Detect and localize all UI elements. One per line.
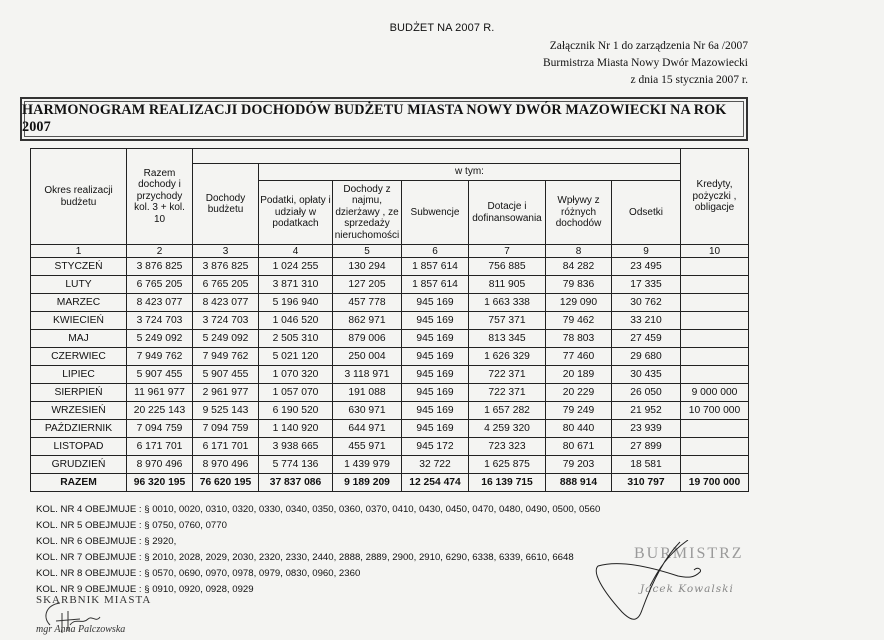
value-cell: 79 249 bbox=[546, 402, 612, 420]
value-cell: 10 700 000 bbox=[681, 402, 749, 420]
value-cell: 3 876 825 bbox=[127, 258, 193, 276]
value-cell: 1 439 979 bbox=[333, 456, 402, 474]
header-other-income: Wpływy z różnych dochodów bbox=[546, 181, 612, 245]
value-cell: 23 495 bbox=[612, 258, 681, 276]
col-number: 3 bbox=[193, 245, 259, 258]
value-cell: 7 094 759 bbox=[193, 420, 259, 438]
table-row bbox=[31, 258, 749, 276]
value-cell: 79 462 bbox=[546, 312, 612, 330]
note-col-6: KOL. NR 6 OBEJMUJE : § 2920, bbox=[36, 536, 177, 547]
value-cell: 80 440 bbox=[546, 420, 612, 438]
table-row bbox=[31, 456, 749, 474]
value-cell: 945 172 bbox=[402, 438, 469, 456]
month-cell: SIERPIEŃ bbox=[31, 384, 127, 402]
mayor-signature-icon bbox=[588, 540, 708, 635]
month-cell: LISTOPAD bbox=[31, 438, 127, 456]
value-cell: 32 722 bbox=[402, 456, 469, 474]
col-number: 4 bbox=[259, 245, 333, 258]
month-cell: CZERWIEC bbox=[31, 348, 127, 366]
month-cell: LIPIEC bbox=[31, 366, 127, 384]
table-row bbox=[31, 330, 749, 348]
header-grants: Dotacje i dofinansowania bbox=[469, 181, 546, 245]
col-number: 2 bbox=[127, 245, 193, 258]
value-cell: 27 899 bbox=[612, 438, 681, 456]
month-cell: MAJ bbox=[31, 330, 127, 348]
value-cell: 9 000 000 bbox=[681, 384, 749, 402]
value-cell: 29 680 bbox=[612, 348, 681, 366]
header-period: Okres realizacji budżetu bbox=[31, 149, 127, 245]
table-row bbox=[31, 438, 749, 456]
value-cell: 1 057 070 bbox=[259, 384, 333, 402]
value-cell: 945 169 bbox=[402, 348, 469, 366]
value-cell: 18 581 bbox=[612, 456, 681, 474]
value-cell: 1 024 255 bbox=[259, 258, 333, 276]
total-cell: 888 914 bbox=[546, 474, 612, 492]
value-cell: 8 970 496 bbox=[127, 456, 193, 474]
value-cell: 20 229 bbox=[546, 384, 612, 402]
value-cell bbox=[681, 420, 749, 438]
budget-year-heading: BUDŻET NA 2007 R. bbox=[389, 22, 495, 34]
value-cell bbox=[681, 456, 749, 474]
col-number: 7 bbox=[469, 245, 546, 258]
table-row bbox=[31, 348, 749, 366]
value-cell bbox=[681, 258, 749, 276]
col-number: 9 bbox=[612, 245, 681, 258]
total-cell: 9 189 209 bbox=[333, 474, 402, 492]
value-cell bbox=[681, 366, 749, 384]
header-taxes: Podatki, opłaty i udziały w podatkach bbox=[259, 181, 333, 245]
col-number: 1 bbox=[31, 245, 127, 258]
value-cell: 3 876 825 bbox=[193, 258, 259, 276]
value-cell: 945 169 bbox=[402, 312, 469, 330]
value-cell: 7 949 762 bbox=[127, 348, 193, 366]
total-label: RAZEM bbox=[31, 474, 127, 492]
value-cell: 6 171 701 bbox=[193, 438, 259, 456]
value-cell: 6 765 205 bbox=[127, 276, 193, 294]
table-row bbox=[31, 276, 749, 294]
value-cell bbox=[681, 312, 749, 330]
value-cell: 1 657 282 bbox=[469, 402, 546, 420]
value-cell: 130 294 bbox=[333, 258, 402, 276]
value-cell: 5 249 092 bbox=[193, 330, 259, 348]
total-cell: 16 139 715 bbox=[469, 474, 546, 492]
value-cell: 6 171 701 bbox=[127, 438, 193, 456]
value-cell: 8 423 077 bbox=[127, 294, 193, 312]
total-cell: 37 837 086 bbox=[259, 474, 333, 492]
value-cell: 3 938 665 bbox=[259, 438, 333, 456]
value-cell: 6 190 520 bbox=[259, 402, 333, 420]
value-cell: 250 004 bbox=[333, 348, 402, 366]
header-subsidies: Subwencje bbox=[402, 181, 469, 245]
value-cell: 1 663 338 bbox=[469, 294, 546, 312]
table-row bbox=[31, 366, 749, 384]
value-cell: 79 203 bbox=[546, 456, 612, 474]
column-number-row bbox=[31, 245, 749, 258]
value-cell: 457 778 bbox=[333, 294, 402, 312]
revenue-schedule-table bbox=[30, 148, 749, 492]
value-cell: 756 885 bbox=[469, 258, 546, 276]
value-cell: 1 140 920 bbox=[259, 420, 333, 438]
value-cell: 27 459 bbox=[612, 330, 681, 348]
month-cell: KWIECIEŃ bbox=[31, 312, 127, 330]
note-col-8: KOL. NR 8 OBEJMUJE : § 0570, 0690, 0970, 0978, 0979, 0830, 0960, 2360 bbox=[36, 568, 361, 579]
value-cell: 4 259 320 bbox=[469, 420, 546, 438]
attachment-line-3: z dnia 15 stycznia 2007 r. bbox=[630, 74, 748, 86]
month-cell: STYCZEŃ bbox=[31, 258, 127, 276]
header-rent: Dochody z najmu, dzierżawy , ze sprzedaży nieruchomości bbox=[333, 181, 402, 245]
value-cell: 17 335 bbox=[612, 276, 681, 294]
col-number: 10 bbox=[681, 245, 749, 258]
treasurer-stamp-name: mgr Anna Palczowska bbox=[36, 624, 126, 635]
month-cell: LUTY bbox=[31, 276, 127, 294]
value-cell: 813 345 bbox=[469, 330, 546, 348]
value-cell: 862 971 bbox=[333, 312, 402, 330]
value-cell: 30 435 bbox=[612, 366, 681, 384]
value-cell: 78 803 bbox=[546, 330, 612, 348]
value-cell: 945 169 bbox=[402, 402, 469, 420]
value-cell: 723 323 bbox=[469, 438, 546, 456]
value-cell: 3 118 971 bbox=[333, 366, 402, 384]
value-cell: 945 169 bbox=[402, 420, 469, 438]
total-row bbox=[31, 474, 749, 492]
value-cell: 945 169 bbox=[402, 366, 469, 384]
header-interest: Odsetki bbox=[612, 181, 681, 245]
value-cell: 26 050 bbox=[612, 384, 681, 402]
table-row bbox=[31, 384, 749, 402]
month-cell: PAŹDZIERNIK bbox=[31, 420, 127, 438]
month-cell: GRUDZIEŃ bbox=[31, 456, 127, 474]
value-cell: 191 088 bbox=[333, 384, 402, 402]
table-row bbox=[31, 312, 749, 330]
value-cell: 127 205 bbox=[333, 276, 402, 294]
value-cell: 1 857 614 bbox=[402, 258, 469, 276]
table-row bbox=[31, 420, 749, 438]
treasurer-stamp-title: SKARBNIK MIASTA bbox=[36, 594, 152, 606]
value-cell: 5 774 136 bbox=[259, 456, 333, 474]
value-cell: 7 094 759 bbox=[127, 420, 193, 438]
mayor-stamp-name: Jacek Kowalski bbox=[640, 583, 734, 595]
total-cell: 76 620 195 bbox=[193, 474, 259, 492]
note-col-7: KOL. NR 7 OBEJMUJE : § 2010, 2028, 2029, 2030, 2320, 2330, 2440, 2888, 2889, 2900, 2910, 6290, 6338, 6339, 6610, 6648 bbox=[36, 552, 574, 563]
value-cell: 9 525 143 bbox=[193, 402, 259, 420]
value-cell: 3 724 703 bbox=[193, 312, 259, 330]
value-cell: 30 762 bbox=[612, 294, 681, 312]
value-cell: 1 626 329 bbox=[469, 348, 546, 366]
value-cell: 79 836 bbox=[546, 276, 612, 294]
value-cell bbox=[681, 330, 749, 348]
mayor-stamp-title: BURMISTRZ bbox=[634, 545, 744, 562]
header-credits: Kredyty, pożyczki , obligacje bbox=[681, 149, 749, 245]
value-cell: 3 871 310 bbox=[259, 276, 333, 294]
value-cell: 23 939 bbox=[612, 420, 681, 438]
value-cell bbox=[681, 276, 749, 294]
note-col-9: KOL. NR 9 OBEJMUJE : § 0910, 0920, 0928, 0929 bbox=[36, 584, 254, 595]
value-cell: 77 460 bbox=[546, 348, 612, 366]
value-cell: 8 423 077 bbox=[193, 294, 259, 312]
value-cell: 722 371 bbox=[469, 366, 546, 384]
note-col-4: KOL. NR 4 OBEJMUJE : § 0010, 0020, 0310, 0320, 0330, 0340, 0350, 0360, 0370, 0410, 0430, 0450, 0470, 0480, 0490, 0500, 0560 bbox=[36, 504, 601, 515]
attachment-line-1: Załącznik Nr 1 do zarządzenia Nr 6a /2007 bbox=[549, 40, 748, 52]
value-cell: 1 070 320 bbox=[259, 366, 333, 384]
value-cell: 20 225 143 bbox=[127, 402, 193, 420]
value-cell: 7 949 762 bbox=[193, 348, 259, 366]
col-number: 5 bbox=[333, 245, 402, 258]
value-cell: 5 196 940 bbox=[259, 294, 333, 312]
value-cell bbox=[681, 348, 749, 366]
attachment-line-2: Burmistrza Miasta Nowy Dwór Mazowiecki bbox=[542, 57, 748, 69]
value-cell: 8 970 496 bbox=[193, 456, 259, 474]
value-cell: 757 371 bbox=[469, 312, 546, 330]
value-cell: 11 961 977 bbox=[127, 384, 193, 402]
treasurer-signature-icon bbox=[40, 595, 110, 640]
value-cell: 722 371 bbox=[469, 384, 546, 402]
total-cell: 310 797 bbox=[612, 474, 681, 492]
value-cell: 2 961 977 bbox=[193, 384, 259, 402]
value-cell: 945 169 bbox=[402, 294, 469, 312]
value-cell: 33 210 bbox=[612, 312, 681, 330]
header-total: Razem dochody i przychody kol. 3 + kol. 10 bbox=[127, 149, 193, 245]
value-cell: 5 249 092 bbox=[127, 330, 193, 348]
note-col-5: KOL. NR 5 OBEJMUJE : § 0750, 0760, 0770 bbox=[36, 520, 227, 531]
value-cell: 20 189 bbox=[546, 366, 612, 384]
value-cell: 644 971 bbox=[333, 420, 402, 438]
value-cell: 1 625 875 bbox=[469, 456, 546, 474]
value-cell: 630 971 bbox=[333, 402, 402, 420]
header-of-which: w tym: bbox=[259, 164, 681, 181]
header-spacer bbox=[193, 149, 681, 164]
header-budget-income: Dochody budżetu bbox=[193, 164, 259, 245]
total-cell: 96 320 195 bbox=[127, 474, 193, 492]
value-cell: 80 671 bbox=[546, 438, 612, 456]
value-cell: 129 090 bbox=[546, 294, 612, 312]
table-row bbox=[31, 294, 749, 312]
value-cell: 455 971 bbox=[333, 438, 402, 456]
col-number: 6 bbox=[402, 245, 469, 258]
value-cell: 945 169 bbox=[402, 330, 469, 348]
value-cell: 84 282 bbox=[546, 258, 612, 276]
value-cell: 6 765 205 bbox=[193, 276, 259, 294]
table-row bbox=[31, 402, 749, 420]
value-cell bbox=[681, 294, 749, 312]
month-cell: MARZEC bbox=[31, 294, 127, 312]
value-cell: 3 724 703 bbox=[127, 312, 193, 330]
value-cell: 21 952 bbox=[612, 402, 681, 420]
value-cell: 2 505 310 bbox=[259, 330, 333, 348]
value-cell: 1 046 520 bbox=[259, 312, 333, 330]
value-cell: 945 169 bbox=[402, 384, 469, 402]
total-cell: 19 700 000 bbox=[681, 474, 749, 492]
value-cell: 1 857 614 bbox=[402, 276, 469, 294]
value-cell: 5 907 455 bbox=[127, 366, 193, 384]
col-number: 8 bbox=[546, 245, 612, 258]
value-cell: 879 006 bbox=[333, 330, 402, 348]
month-cell: WRZESIEŃ bbox=[31, 402, 127, 420]
document-title: HARMONOGRAM REALIZACJI DOCHODÓW BUDŻETU MIASTA NOWY DWÓR MAZOWIECKI NA ROK 2007 bbox=[20, 97, 748, 141]
value-cell: 5 021 120 bbox=[259, 348, 333, 366]
value-cell bbox=[681, 438, 749, 456]
total-cell: 12 254 474 bbox=[402, 474, 469, 492]
value-cell: 5 907 455 bbox=[193, 366, 259, 384]
value-cell: 811 905 bbox=[469, 276, 546, 294]
